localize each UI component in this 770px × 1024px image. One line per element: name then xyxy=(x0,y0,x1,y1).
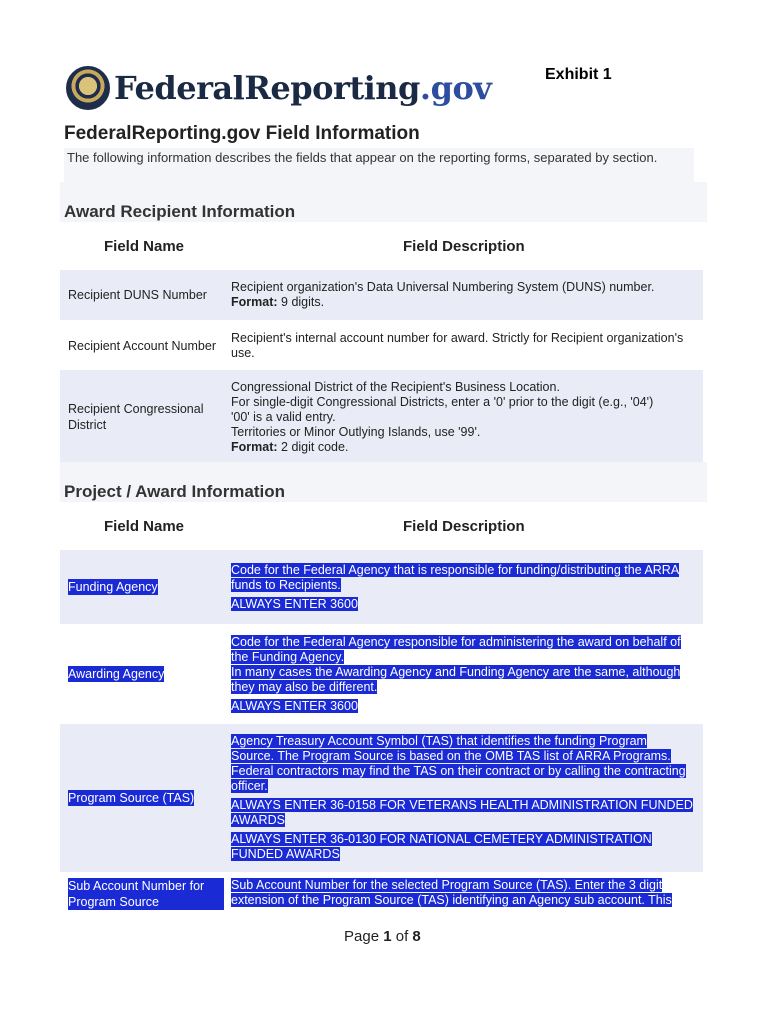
field-name xyxy=(60,724,224,872)
format-value: 2 digit code. xyxy=(281,439,349,454)
instruction-note: ALWAYS ENTER 3600 xyxy=(231,596,358,611)
field-name-text: Awarding Agency xyxy=(68,667,165,681)
field-name xyxy=(60,878,224,910)
field-description xyxy=(224,550,703,624)
description-text: Recipient organization's Data Universal Numbering System (DUNS) number. xyxy=(231,280,655,294)
format-line xyxy=(231,295,693,310)
field-description xyxy=(224,724,703,872)
section-heading-project-award: Project / Award Information xyxy=(60,462,707,502)
total-pages: 8 xyxy=(412,928,421,945)
field-description xyxy=(224,270,703,320)
format-line xyxy=(231,440,693,455)
description-text: Sub Account Number for the selected Program Source (TAS). Enter the 3 digit extension of the Program Source (TAS) identifying an Agency sub account. This xyxy=(231,878,672,907)
seal-icon xyxy=(66,66,110,110)
intro-text: The following information describes the fields that appear on the reporting forms, separated by section. xyxy=(64,148,694,182)
field-description xyxy=(224,626,703,722)
table-row xyxy=(60,724,703,872)
table-row xyxy=(60,322,703,370)
field-description xyxy=(224,878,703,908)
format-label: Format: xyxy=(231,295,278,309)
instruction-note: ALWAYS ENTER 36-0158 FOR VETERANS HEALTH ADMINISTRATION FUNDED AWARDS xyxy=(231,798,693,827)
federalreporting-logo xyxy=(66,66,491,110)
description-text: Federal contractors may find the TAS on their contract or by calling the contracting officer. xyxy=(231,764,686,793)
field-description: Recipient's internal account number for award. Strictly for Recipient organization's use. xyxy=(231,331,684,360)
description-text: '00' is a valid entry. xyxy=(231,409,336,424)
field-name: Recipient Account Number xyxy=(68,339,216,353)
field-name-text: Program Source (TAS) xyxy=(68,791,195,805)
description-text: Territories or Minor Outlying Islands, use '99'. xyxy=(231,424,481,439)
format-value: 9 digits. xyxy=(281,295,325,309)
description-text: Congressional District of the Recipient's Business Location. xyxy=(231,379,560,394)
column-header-field-name: Field Name xyxy=(104,518,185,535)
description-text: In many cases the Awarding Agency and Funding Agency are the same, although they may also be different. xyxy=(231,664,681,694)
field-description xyxy=(224,370,703,464)
field-name: Recipient DUNS Number xyxy=(68,288,207,302)
field-name-text: Sub Account Number for Program Source xyxy=(68,878,224,910)
field-name-text: Funding Agency xyxy=(68,580,158,594)
section-heading-award-recipient: Award Recipient Information xyxy=(60,182,707,222)
logo-suffix: .gov xyxy=(419,69,492,107)
page-label: Page xyxy=(344,928,380,945)
table-row xyxy=(60,270,703,320)
current-page: 1 xyxy=(383,928,392,945)
table-row xyxy=(60,878,703,920)
exhibit-label: Exhibit 1 xyxy=(545,66,612,83)
instruction-note: ALWAYS ENTER 3600 xyxy=(231,698,358,713)
logo-text xyxy=(114,69,491,107)
description-text: Agency Treasury Account Symbol (TAS) that identifies the funding Program Source. The Program Source is based on the OMB TAS list of ARRA Programs. xyxy=(231,734,671,763)
column-header-field-name: Field Name xyxy=(104,238,185,255)
page-number xyxy=(344,928,421,945)
description-text: For single-digit Congressional Districts, enter a '0' prior to the digit (e.g., '04') xyxy=(231,394,654,409)
instruction-note: ALWAYS ENTER 36-0130 FOR NATIONAL CEMETERY ADMINISTRATION FUNDED AWARDS xyxy=(231,832,652,861)
document-title: FederalReporting.gov Field Information xyxy=(64,123,420,144)
table-row xyxy=(60,550,703,624)
field-name xyxy=(60,626,224,722)
description-text: Code for the Federal Agency that is responsible for funding/distributing the ARRA funds to Recipients. xyxy=(231,562,680,592)
format-label: Format: xyxy=(231,439,278,454)
of-label: of xyxy=(395,928,409,945)
table-row xyxy=(60,626,703,722)
description-text: Code for the Federal Agency responsible for administering the award on behalf of the Funding Agency. xyxy=(231,634,681,664)
field-name: Recipient Congressional District xyxy=(68,402,204,432)
column-header-field-description: Field Description xyxy=(403,238,525,255)
column-header-field-description: Field Description xyxy=(403,518,525,535)
logo-name: FederalReporting xyxy=(114,69,420,107)
field-name xyxy=(60,550,224,624)
table-row xyxy=(60,370,703,464)
